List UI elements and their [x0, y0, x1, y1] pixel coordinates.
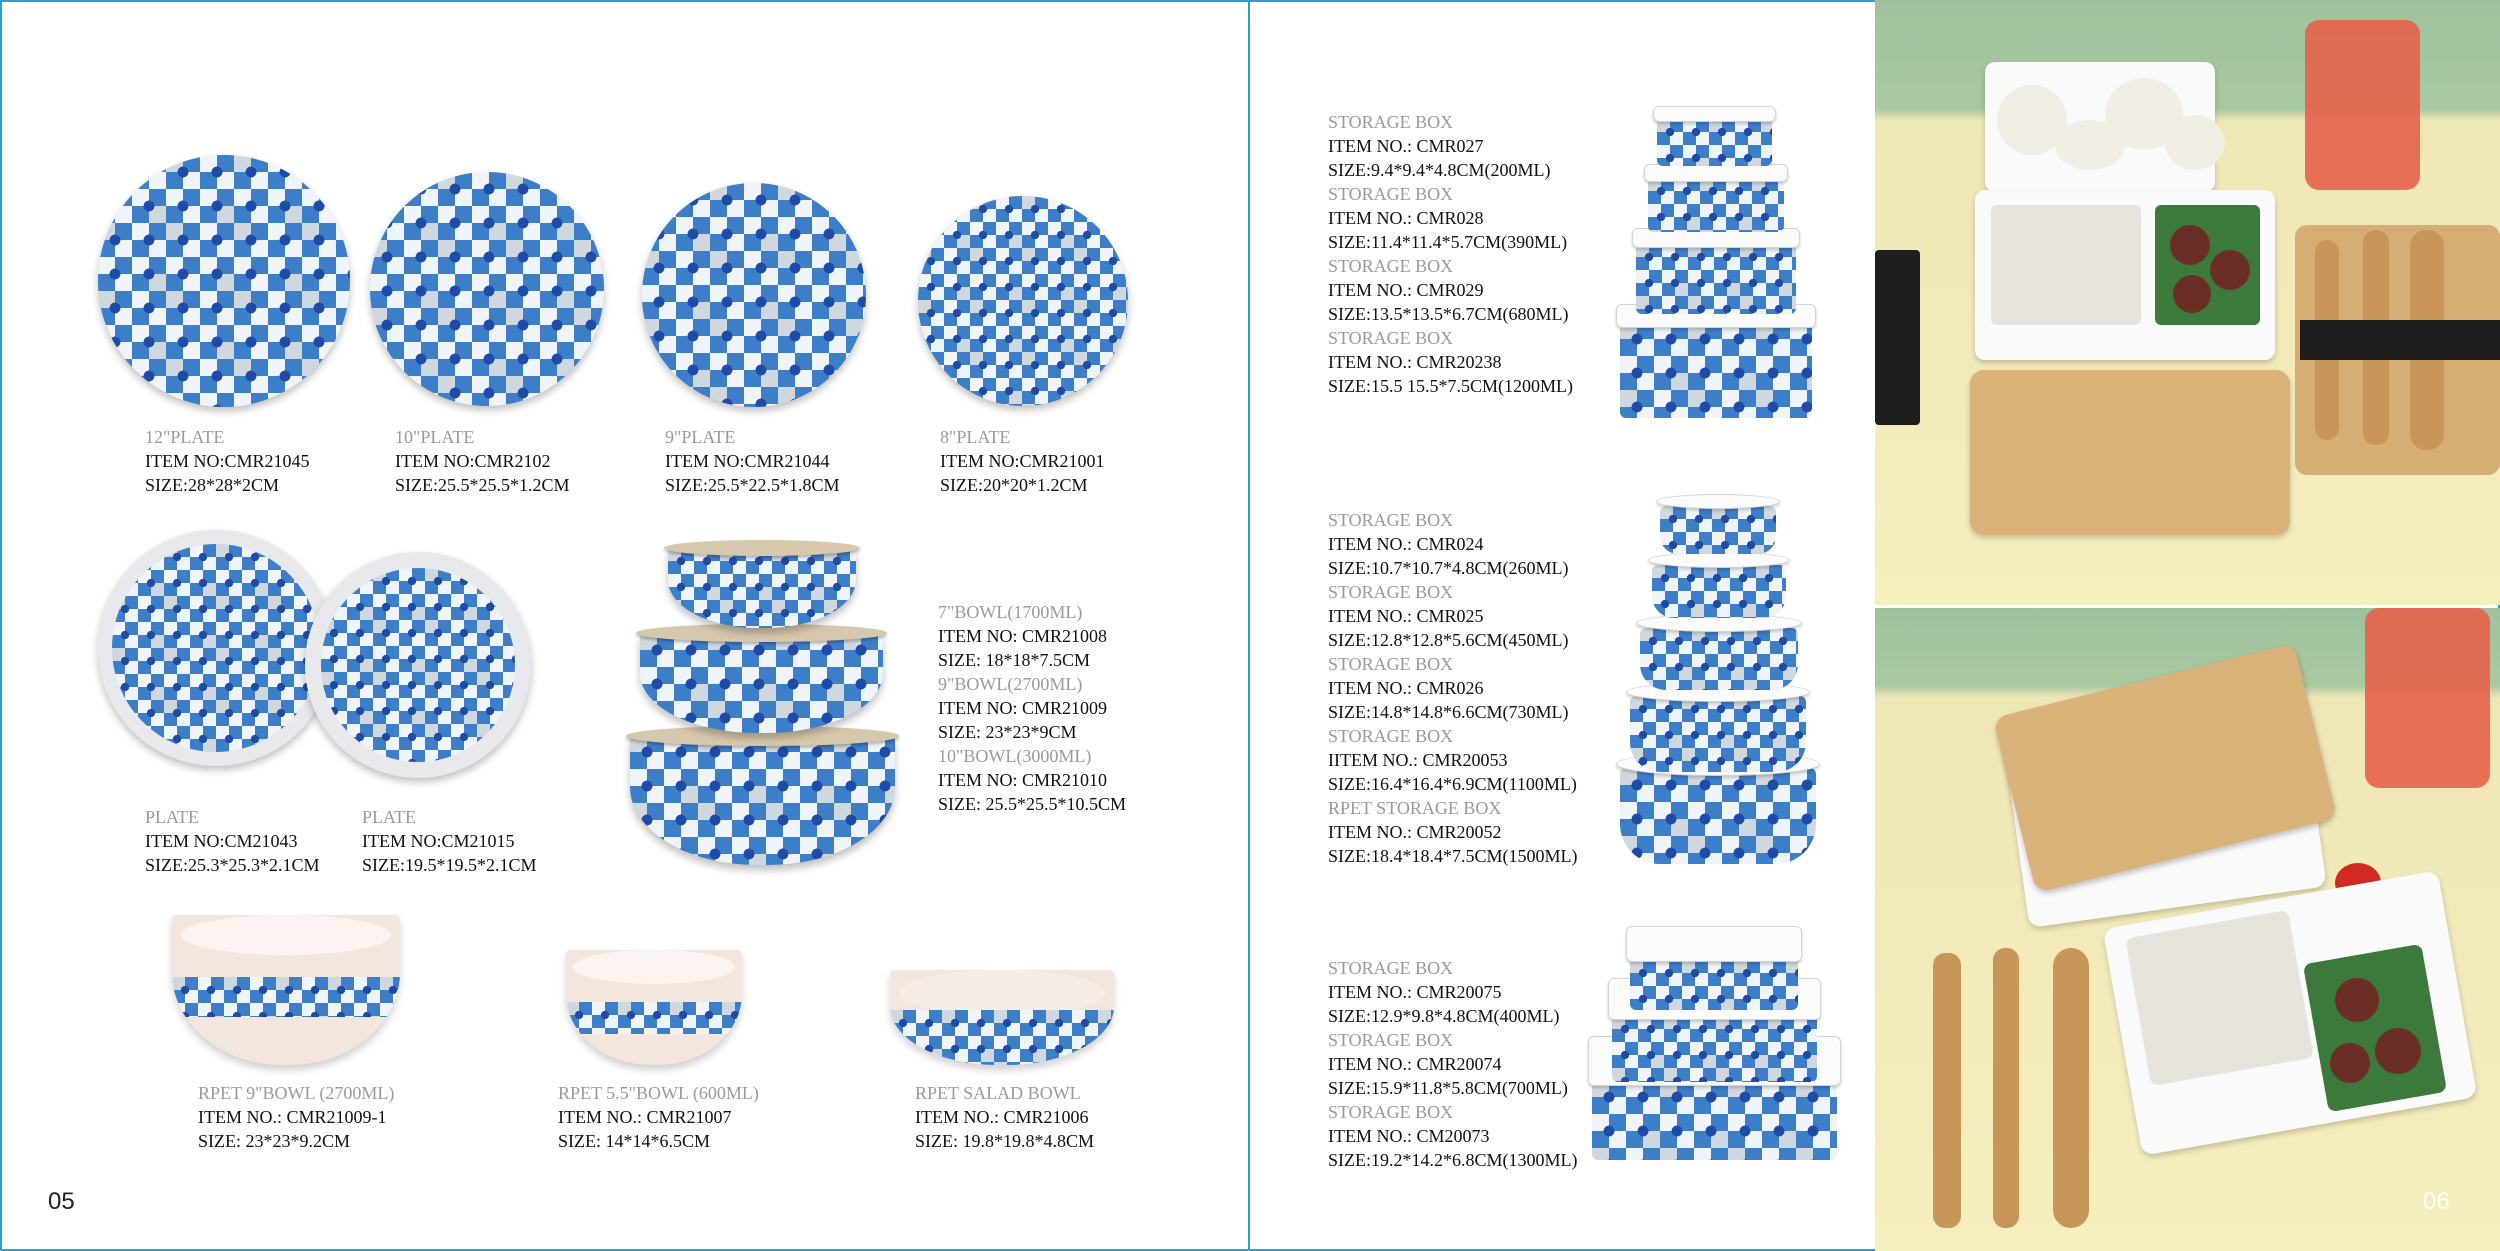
- plate-8-image: [918, 196, 1128, 406]
- utensil-image: [2053, 948, 2089, 1228]
- product-label: RPET 9"BOWL (2700ML) ITEM NO.: CMR21009-1 SIZE: 23*23*9.2CM: [198, 1083, 395, 1151]
- meatball-image: [2210, 250, 2250, 290]
- elastic-strap-image: [2300, 320, 2500, 360]
- utensil-image: [1993, 948, 2019, 1228]
- rim-plate-small-image: [305, 552, 531, 778]
- bun-image: [2055, 120, 2125, 170]
- plate-9-image: [642, 183, 866, 407]
- round-box-450-image: [1652, 556, 1786, 618]
- lunchbox-photo-bottom: [1875, 608, 2500, 1251]
- product-label: RPET SALAD BOWL ITEM NO.: CMR21006 SIZE: 19.8*19.8*4.8CM: [915, 1083, 1095, 1151]
- square-box-390-image: [1648, 168, 1784, 232]
- plate-10-image: [370, 172, 604, 406]
- product-label: RPET 5.5"BOWL (600ML) ITEM NO.: CMR21007 SIZE: 14*14*6.5CM: [558, 1083, 759, 1151]
- round-box-1500-image: [1620, 756, 1816, 864]
- rect-box-400-image: [1630, 930, 1798, 1010]
- meatball-image: [2375, 1028, 2421, 1074]
- product-label: 9"PLATE ITEM NO:CMR21044 SIZE:25.5*22.5*1.8CM: [665, 427, 840, 495]
- product-label: 7"BOWL(1700ML) ITEM NO: CMR21008 SIZE: 18*18*7.5CM 9"BOWL(2700ML) ITEM NO: CMR21009 SIZE: 23*23*9CM 10"BOWL(3000ML) ITEM NO: CMR21010 SIZE: 25.5*25.5*10.5CM: [938, 602, 1127, 814]
- page-number-right: 06: [2423, 1188, 2450, 1215]
- rice-image: [2125, 910, 2314, 1086]
- bowl-lid: [664, 540, 860, 556]
- bamboo-lid-image: [1970, 370, 2290, 535]
- square-box-1200-image: [1620, 308, 1812, 418]
- lunchbox-photo-top: [1875, 0, 2500, 605]
- round-box-260-image: [1660, 498, 1776, 554]
- drink-glass-image: [2365, 608, 2490, 788]
- page-spine: [1248, 0, 1250, 1251]
- meatball-image: [2330, 1043, 2370, 1083]
- utensil-image: [1933, 953, 1961, 1228]
- rim-plate-large-image: [98, 530, 334, 766]
- round-box-730-image: [1640, 618, 1798, 690]
- drink-glass-image: [2305, 20, 2420, 190]
- meatball-image: [2173, 275, 2211, 313]
- meatball-image: [2335, 978, 2379, 1022]
- product-label: 8"PLATE ITEM NO:CMR21001 SIZE:20*20*1.2CM: [940, 427, 1105, 495]
- page-number-left: 05: [48, 1188, 75, 1215]
- rpet-salad-bowl-image: [890, 970, 1114, 1065]
- elastic-strap-image: [1875, 250, 1920, 425]
- product-label: STORAGE BOX ITEM NO.: CMR20075 SIZE:12.9*9.8*4.8CM(400ML) STORAGE BOX ITEM NO.: CMR20074 SIZE:15.9*11.8*5.8CM(700ML) STORAGE BOX ITEM NO.: CM20073 SIZE:19.2*14.2*6.8CM(1300ML): [1328, 958, 1578, 1170]
- square-box-680-image: [1636, 232, 1796, 314]
- product-label: STORAGE BOX ITEM NO.: CMR027 SIZE:9.4*9.4*4.8CM(200ML) STORAGE BOX ITEM NO.: CMR028 SIZE:11.4*11.4*5.7CM(390ML) STORAGE BOX ITEM NO.: CMR029 SIZE:13.5*13.5*6.7CM(680ML) STORAGE BOX ITEM NO.: CMR20238 SIZE:15.5 15.5*7.5CM(1200ML): [1328, 112, 1573, 396]
- square-box-200-image: [1657, 110, 1772, 166]
- product-label: 10"PLATE ITEM NO:CMR2102 SIZE:25.5*25.5*1.2CM: [395, 427, 570, 495]
- bun-image: [2165, 115, 2225, 170]
- round-box-1100-image: [1630, 686, 1806, 772]
- product-label: PLATE ITEM NO:CM21043 SIZE:25.3*25.3*2.1CM: [145, 807, 320, 875]
- product-label: 12"PLATE ITEM NO:CMR21045 SIZE:28*28*2CM: [145, 427, 310, 495]
- rice-image: [1991, 205, 2141, 325]
- meatball-image: [2303, 944, 2447, 1113]
- product-label: STORAGE BOX ITEM NO.: CMR024 SIZE:10.7*10.7*4.8CM(260ML) STORAGE BOX ITEM NO.: CMR025 SIZE:12.8*12.8*5.6CM(450ML) STORAGE BOX ITEM NO.: CMR026 SIZE:14.8*14.8*6.6CM(730ML) STORAGE BOX IITEM NO.: CMR20053 SIZE:16.4*16.4*6.9CM(1100ML) RPET STORAGE BOX ITEM NO.: CMR20052 SIZE:18.4*18.4*7.5CM(1500ML): [1328, 510, 1578, 866]
- plate-12-image: [98, 155, 350, 407]
- product-label: PLATE ITEM NO:CM21015 SIZE:19.5*19.5*2.1CM: [362, 807, 537, 875]
- meatball-image: [2170, 225, 2210, 265]
